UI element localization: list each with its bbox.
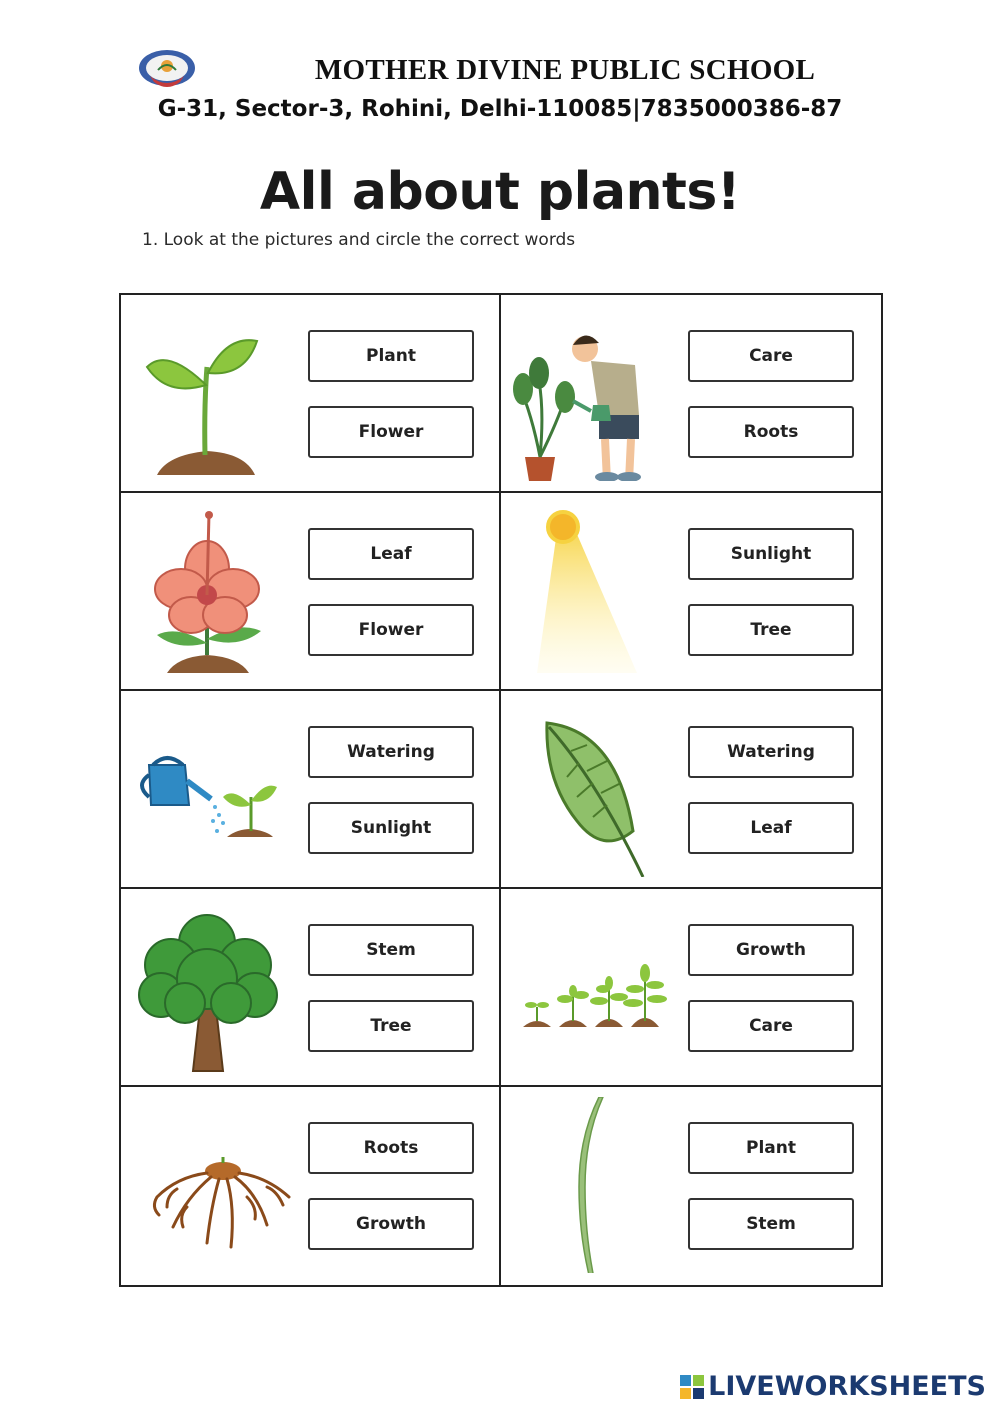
liveworksheets-logo — [680, 1371, 986, 1402]
school-address: G-31, Sector-3, Rohini, Delhi-110085|7835000386-87 — [157, 96, 843, 122]
instruction-text: 1. Look at the pictures and circle the correct words — [142, 230, 576, 250]
question-cell — [501, 691, 881, 889]
sunlight-icon — [507, 503, 677, 679]
question-grid — [119, 293, 883, 1287]
option-button[interactable]: Stem — [308, 924, 474, 976]
option-button[interactable]: Sunlight — [688, 528, 854, 580]
hibiscus-flower-icon — [127, 503, 297, 679]
option-button[interactable]: Tree — [688, 604, 854, 656]
watering-can-icon — [127, 701, 297, 877]
option-button[interactable]: Sunlight — [308, 802, 474, 854]
leaf-icon — [507, 701, 677, 877]
question-cell — [501, 889, 881, 1087]
boy-watering-plant-icon — [507, 305, 677, 481]
option-button[interactable]: Growth — [688, 924, 854, 976]
question-cell — [501, 1087, 881, 1285]
option-button[interactable]: Flower — [308, 604, 474, 656]
liveworksheets-mark-icon — [680, 1375, 704, 1399]
question-cell — [121, 1087, 501, 1285]
option-button[interactable]: Flower — [308, 406, 474, 458]
option-button[interactable]: Care — [688, 1000, 854, 1052]
option-button[interactable]: Growth — [308, 1198, 474, 1250]
option-button[interactable]: Tree — [308, 1000, 474, 1052]
option-button[interactable]: Stem — [688, 1198, 854, 1250]
question-cell — [501, 295, 881, 493]
worksheet-title: All about plants! — [259, 162, 741, 222]
question-cell — [121, 889, 501, 1087]
option-button[interactable]: Care — [688, 330, 854, 382]
option-button[interactable]: Leaf — [688, 802, 854, 854]
tree-icon — [127, 899, 297, 1075]
option-button[interactable]: Roots — [688, 406, 854, 458]
option-button[interactable]: Watering — [688, 726, 854, 778]
school-logo-icon — [136, 46, 198, 92]
option-button[interactable]: Leaf — [308, 528, 474, 580]
growth-stages-icon — [507, 899, 677, 1075]
option-button[interactable]: Watering — [308, 726, 474, 778]
question-cell — [121, 691, 501, 889]
school-name: MOTHER DIVINE PUBLIC SCHOOL — [314, 54, 816, 86]
option-button[interactable]: Plant — [308, 330, 474, 382]
option-button[interactable]: Roots — [308, 1122, 474, 1174]
roots-icon — [127, 1097, 297, 1273]
liveworksheets-brand: LIVEWORKSHEETS — [708, 1371, 986, 1402]
option-button[interactable]: Plant — [688, 1122, 854, 1174]
question-cell — [121, 493, 501, 691]
question-cell — [501, 493, 881, 691]
question-cell — [121, 295, 501, 493]
seedling-icon — [127, 305, 297, 481]
stem-icon — [507, 1097, 677, 1273]
